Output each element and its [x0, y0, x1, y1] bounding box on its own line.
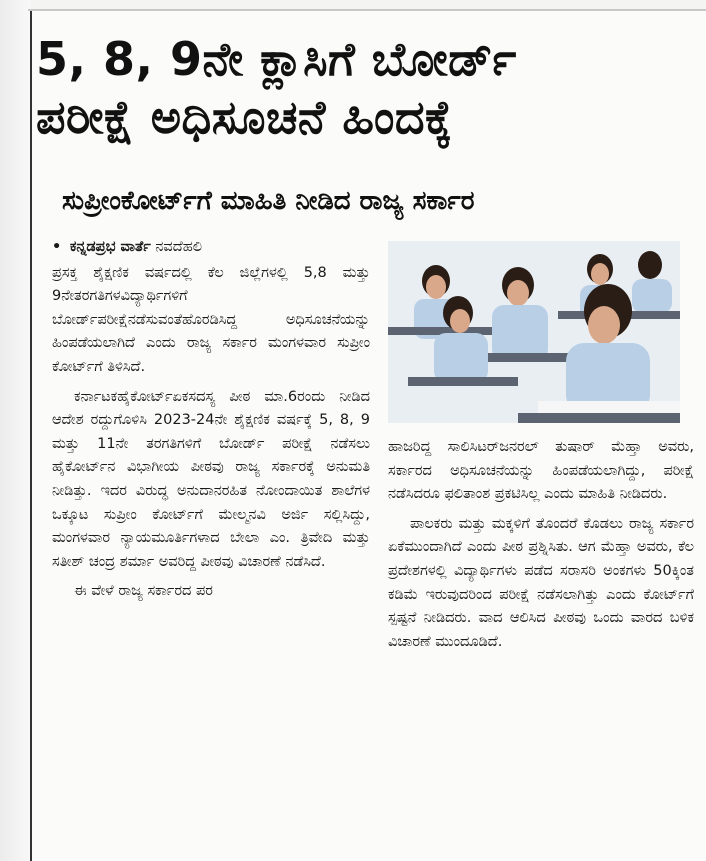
article-paragraph-3-continued: ಹಾಜರಿದ್ದ ಸಾಲಿಸಿಟರ್‌ಜನರಲ್ ತುಷಾರ್ ಮೆಹ್ತಾ ಅವರು, ಸರ್ಕಾರದ ಅಧಿಸೂಚನೆಯನ್ನು ಹಿಂಪಡೆಯಲಾಗಿದ್ದು, ಪರೀಕ್ಷೆ ನಡೆಸಿದರೂ ಫಲಿತಾಂಶ ಪ್ರಕಟಿಸಿಲ್ಲ ಎಂದು ಮಾಹಿತಿ ನೀಡಿದರು. [388, 439, 694, 503]
byline-source: ಕನ್ನಡಪ್ರಭ ವಾರ್ತೆ [69, 239, 151, 255]
byline [52, 236, 370, 260]
bullet-icon: • [52, 239, 62, 255]
page-fold-shadow [0, 0, 30, 861]
article-paragraph-4: ಪಾಲಕರು ಮತ್ತು ಮಕ್ಕಳಿಗೆ ತೊಂದರೆ ಕೊಡಲು ರಾಜ್ಯ ಸರ್ಕಾರ ಏಕೆಮುಂದಾಗಿದೆ ಎಂದು ಪೀಠ ಪ್ರಶ್ನಿಸಿತು. ಆಗ ಮೆಹ್ತಾ ಅವರು, ಕೆಲ ಪ್ರದೇಶಗಳಲ್ಲಿ ವಿದ್ಯಾರ್ಥಿಗಳು ಪಡೆದ ಸರಾಸರಿ ಅಂಕಗಳು 50ಕ್ಕಿಂತ ಕಡಿಮೆ ಇರುವುದರಿಂದ ಪರೀಕ್ಷೆ ನಡೆಸಲಾಗಿತ್ತು ಎಂದು ಕೋರ್ಟ್‌ಗೆ ಸ್ಪಷ್ಟನೆ ನೀಡಿದರು. ವಾದ ಆಲಿಸಿದ ಪೀಠವು ಒಂದು ವಾರದ ಬಳಿಕ ವಿಚಾರಣೆ ಮುಂದೂಡಿದೆ. [388, 515, 694, 650]
headline-line-1: 5, 8, 9ನೇ ಕ್ಲಾಸಿಗೆ ಬೋರ್ಡ್ [36, 32, 517, 86]
headline [36, 30, 676, 146]
students-exam-photo-icon [388, 241, 680, 423]
article-paragraph-2: ಕರ್ನಾಟಕಹೈಕೋರ್ಟ್‌ಏಕಸದಸ್ಯ ಪೀಠ ಮಾ.6ರಂದು ನೀಡಿದ ಆದೇಶ ರದ್ದುಗೊಳಿಸಿ 2023-24ನೇ ಶೈಕ್ಷಣಿಕ ವರ್ಷಕ್ಕೆ 5, 8, 9 ಮತ್ತು 11ನೇ ತರಗತಿಗಳಿಗೆ ಬೋರ್ಡ್ ಪರೀಕ್ಷೆ ನಡೆಸಲು ಹೈಕೋರ್ಟ್‌ನ ವಿಭಾಗೀಯ ಪೀಠವು ರಾಜ್ಯ ಸರ್ಕಾರಕ್ಕೆ ಅನುಮತಿ ನೀಡಿತ್ತು. ಇದರ ವಿರುದ್ಧ ಅನುದಾನರಹಿತ ನೋಂದಾಯಿತ ಶಾಲೆಗಳ ಒಕ್ಕೂಟ ಸುಪ್ರೀಂ ಕೋರ್ಟ್‌ಗೆ ಮೇಲ್ಮನವಿ ಅರ್ಜಿ ಸಲ್ಲಿಸಿದ್ದು, ಮಂಗಳವಾರ ನ್ಯಾಯಮೂರ್ತಿಗಳಾದ ಬೇಲಾ ಎಂ. ತ್ರಿವೇದಿ ಮತ್ತು ಸತೀಶ್ ಚಂದ್ರ ಶರ್ಮಾ ಅವರಿದ್ದ ಪೀಠವು ವಿಚಾರಣೆ ನಡೆಸಿದೆ. [52, 388, 370, 570]
article-paragraph-3-start: ಈ ವೇಳೆ ರಾಜ್ಯ ಸರ್ಕಾರದ ಪರ [74, 583, 213, 600]
article-photo [388, 241, 680, 423]
subheadline: ಸುಪ್ರೀಂಕೋರ್ಟ್‌ಗೆ ಮಾಹಿತಿ ನೀಡಿದ ರಾಜ್ಯ ಸರ್ಕಾರ [62, 186, 475, 216]
article-column-2 [388, 436, 694, 654]
byline-location: ನವದೆಹಲಿ [155, 239, 202, 255]
article-column-1 [52, 236, 370, 604]
article-paragraph-1: ಪ್ರಸಕ್ತ ಶೈಕ್ಷಣಿಕ ವರ್ಷದಲ್ಲಿ ಕೆಲ ಜಿಲ್ಲೆಗಳಲ್ಲಿ 5,8 ಮತ್ತು 9ನೇತರಗತಿಗಳವಿದ್ಯಾರ್ಥಿಗಳಿಗೆ ಬೋರ್ಡ್‌ಪರೀಕ್ಷೆನಡೆಸುವಂತೆಹೊರಡಿಸಿದ್ದ ಅಧಿಸೂಚನೆಯನ್ನು ಹಿಂಪಡೆಯಲಾಗಿದೆ ಎಂದು ರಾಜ್ಯ ಸರ್ಕಾರ ಮಂಗಳವಾರ ಸುಪ್ರೀಂ ಕೋರ್ಟ್‌ಗೆ ತಿಳಿಸಿದೆ. [52, 264, 370, 375]
headline-line-2: ಪರೀಕ್ಷೆ ಅಧಿಸೂಚನೆ ಹಿಂದಕ್ಕೆ [36, 90, 453, 144]
